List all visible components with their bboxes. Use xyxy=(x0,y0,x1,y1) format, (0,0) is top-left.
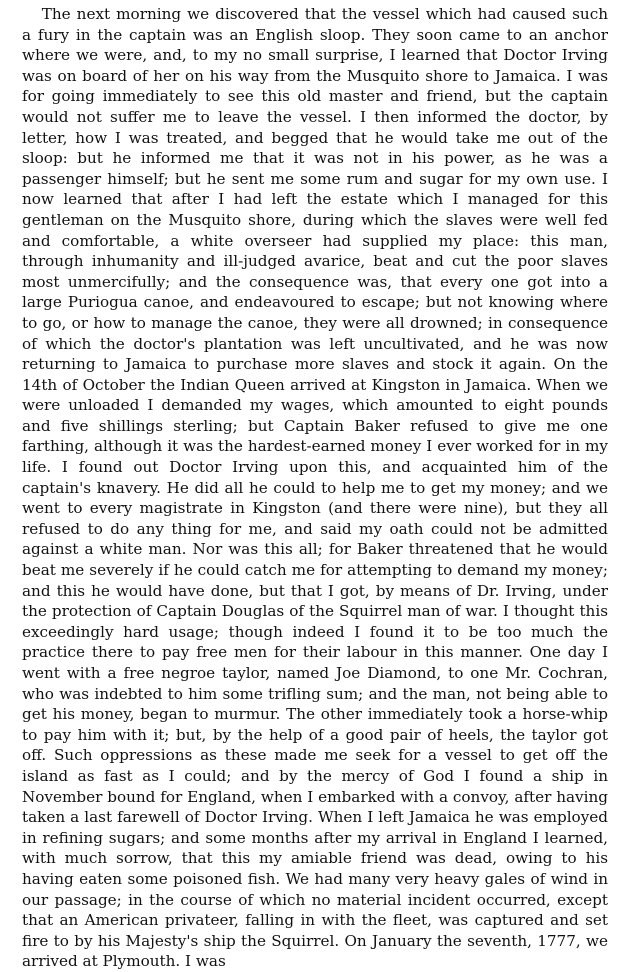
body-paragraph: The next morning we discovered that the vessel which had caused such a fury in the captain was an English sloop. They soon came to an anchor where we were, and, to my no small surprise, I learned that Doctor Irving was on board of her on his way from the Musquito shore to Jamaica. I was for going immediately to see this old master and friend, but the captain would not suffer me to leave the vessel. I then informed the doctor, by letter, how I was treated, and begged that he would take me out of the sloop: but he informed me that it was not in his power, as he was a passenger himself; but he sent me some rum and sugar for my own use. I now learned that after I had left the estate which I managed for this gentleman on the Musquito shore, during which the slaves were well fed and comfortable, a white overseer had supplied my place: this man, through inhumanity and ill-judged avarice, beat and cut the poor slaves most unmercifully; and the consequence was, that every one got into a large Puriogua canoe, and endeavoured to escape; but not knowing where to go, or how to manage the canoe, they were all drowned; in consequence of which the doctor's plantation was left uncultivated, and he was now returning to Jamaica to purchase more slaves and stock it again. On the 14th of October the Indian Queen arrived at Kingston in Jamaica. When we were unloaded I demanded my wages, which amounted to eight pounds and five shillings sterling; but Captain Baker refused to give me one farthing, although it was the hardest-earned money I ever worked for in my life. I found out Doctor Irving upon this, and acquainted him of the captain's knavery. He did all he could to help me to get my money; and we went to every magistrate in Kingston (and there were nine), but they all refused to do any thing for me, and said my oath could not be admitted against a white man. Nor was this all; for Baker threatened that he would beat me severely if he could catch me for attempting to demand my money; and this he would have done, but that I got, by means of Dr. Irving, under the protection of Captain Douglas of the Squirrel man of war. I thought this exceedingly hard usage; though indeed I found it to be too much the practice there to pay free men for their labour in this manner. One day I went with a free negroe taylor, named Joe Diamond, to one Mr. Cochran, who was indebted to him some trifling sum; and the man, not being able to get his money, began to murmur. The other immediately took a horse-whip to pay him with it; but, by the help of a good pair of heels, the taylor got off. Such oppressions as these made me seek for a vessel to get off the island as fast as I could; and by the mercy of God I found a ship in November bound for England, when I embarked with a convoy, after having taken a last farewell of Doctor Irving. When I left Jamaica he was employed in refining sugars; and some months after my arrival in England I learned, with much sorrow, that this my amiable friend was dead, owing to his having eaten some poisoned fish. We had many very heavy gales of wind in our passage; in the course of which no material incident occurred, except that an American privateer, falling in with the fleet, was captured and set fire to by his Majesty's ship the Squirrel. On January the seventh, 1777, we arrived at Plymouth. I was xyxy=(22,5,608,971)
page-body xyxy=(22,4,608,972)
